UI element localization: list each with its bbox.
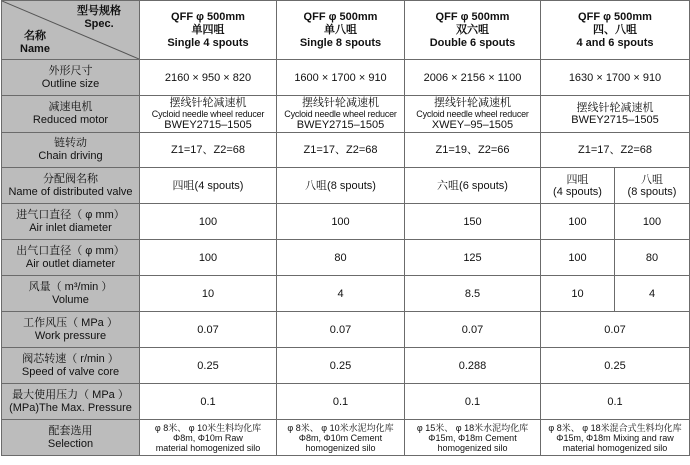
motor-value: 摆线针轮减速机 Cycloid needle wheel reducer BWEY2715–1505 (140, 96, 277, 133)
motor-value: 摆线针轮减速机 BWEY2715–1505 (541, 96, 690, 133)
outline-value: 2006 × 2156 × 1100 (405, 60, 541, 96)
selection-value: φ 8米、 φ 18米混合式生料均化库 Φ15m, Φ18m Mixing and raw material homogenized silo (541, 420, 690, 456)
outline-value: 2160 × 950 × 820 (140, 60, 277, 96)
outlet-row (2, 240, 690, 276)
diagonal-header-cell (2, 1, 140, 60)
max-pressure-value: 0.1 (405, 384, 541, 420)
motor-value: 摆线针轮减速机 Cycloid needle wheel reducer XWEY–95–1505 (405, 96, 541, 133)
inlet-row (2, 204, 690, 240)
row-label-motor: 减速电机 Reduced motor (2, 96, 140, 133)
valve-value: 四咀(4 spouts) (140, 168, 277, 204)
valve-value-4-spouts: 四咀 (4 spouts) (541, 168, 615, 204)
row-label-chain: 链转动 Chain driving (2, 133, 140, 168)
volume-row (2, 276, 690, 312)
row-label-volume: 风量（ m³/min ） Volume (2, 276, 140, 312)
valve-value: 八咀(8 spouts) (277, 168, 405, 204)
inlet-value: 100 (277, 204, 405, 240)
selection-value: φ 8米、 φ 10米生料均化库 Φ8m, Φ10m Raw material homogenized silo (140, 420, 277, 456)
valve-value-8-spouts: 八咀 (8 spouts) (615, 168, 690, 204)
row-label-inlet: 进气口直径（ φ mm） Air inlet diameter (2, 204, 140, 240)
row-label-outlet: 出气口直径（ φ mm） Air outlet diameter (2, 240, 140, 276)
selection-value: φ 15米、 φ 18米水泥均化库 Φ15m, Φ18m Cement homogenized silo (405, 420, 541, 456)
volume-value: 8.5 (405, 276, 541, 312)
header-row (2, 1, 690, 60)
inlet-value: 100 (615, 204, 690, 240)
outlet-value: 100 (140, 240, 277, 276)
outline-value: 1600 × 1700 × 910 (277, 60, 405, 96)
motor-value: 摆线针轮减速机 Cycloid needle wheel reducer BWEY2715–1505 (277, 96, 405, 133)
speed-row (2, 348, 690, 384)
selection-value: φ 8米、 φ 10米水泥均化库 Φ8m, Φ10m Cement homogenized silo (277, 420, 405, 456)
chain-value: Z1=17、Z2=68 (277, 133, 405, 168)
pressure-row (2, 312, 690, 348)
valve-value: 六咀(6 spouts) (405, 168, 541, 204)
max-pressure-value: 0.1 (541, 384, 690, 420)
outlet-value: 125 (405, 240, 541, 276)
outline-value: 1630 × 1700 × 910 (541, 60, 690, 96)
selection-row (2, 420, 690, 456)
speed-value: 0.25 (277, 348, 405, 384)
motor-row (2, 96, 690, 133)
outline-row (2, 60, 690, 96)
model-header-1: QFF φ 500mm 单四咀 Single 4 spouts (140, 1, 277, 60)
inlet-value: 150 (405, 204, 541, 240)
row-label-outline: 外形尺寸 Outline size (2, 60, 140, 96)
speed-value: 0.25 (140, 348, 277, 384)
row-label-max-pressure: 最大使用压力（ MPa ） (MPa)The Max. Pressure (2, 384, 140, 420)
chain-value: Z1=17、Z2=68 (140, 133, 277, 168)
volume-value: 4 (277, 276, 405, 312)
row-label-pressure: 工作风压（ MPa ） Work pressure (2, 312, 140, 348)
model-header-3: QFF φ 500mm 双六咀 Double 6 spouts (405, 1, 541, 60)
outlet-value: 100 (541, 240, 615, 276)
max-pressure-value: 0.1 (277, 384, 405, 420)
row-label-valve: 分配阀名称 Name of distributed valve (2, 168, 140, 204)
volume-value: 4 (615, 276, 690, 312)
pressure-value: 0.07 (541, 312, 690, 348)
chain-value: Z1=17、Z2=68 (541, 133, 690, 168)
volume-value: 10 (140, 276, 277, 312)
pressure-value: 0.07 (405, 312, 541, 348)
pressure-value: 0.07 (140, 312, 277, 348)
name-label: 名称 Name (20, 30, 50, 55)
spec-table (1, 0, 690, 456)
row-label-selection: 配套选用 Selection (2, 420, 140, 456)
outlet-value: 80 (277, 240, 405, 276)
row-label-speed: 阀芯转速（ r/min ） Speed of valve core (2, 348, 140, 384)
inlet-value: 100 (140, 204, 277, 240)
model-header-4: QFF φ 500mm 四、八咀 4 and 6 spouts (541, 1, 690, 60)
valve-row (2, 168, 690, 204)
pressure-value: 0.07 (277, 312, 405, 348)
chain-row (2, 133, 690, 168)
inlet-value: 100 (541, 204, 615, 240)
volume-value: 10 (541, 276, 615, 312)
spec-label: 型号规格 Spec. (77, 5, 121, 30)
outlet-value: 80 (615, 240, 690, 276)
max-pressure-value: 0.1 (140, 384, 277, 420)
chain-value: Z1=19、Z2=66 (405, 133, 541, 168)
speed-value: 0.25 (541, 348, 690, 384)
max-pressure-row (2, 384, 690, 420)
model-header-2: QFF φ 500mm 单八咀 Single 8 spouts (277, 1, 405, 60)
speed-value: 0.288 (405, 348, 541, 384)
